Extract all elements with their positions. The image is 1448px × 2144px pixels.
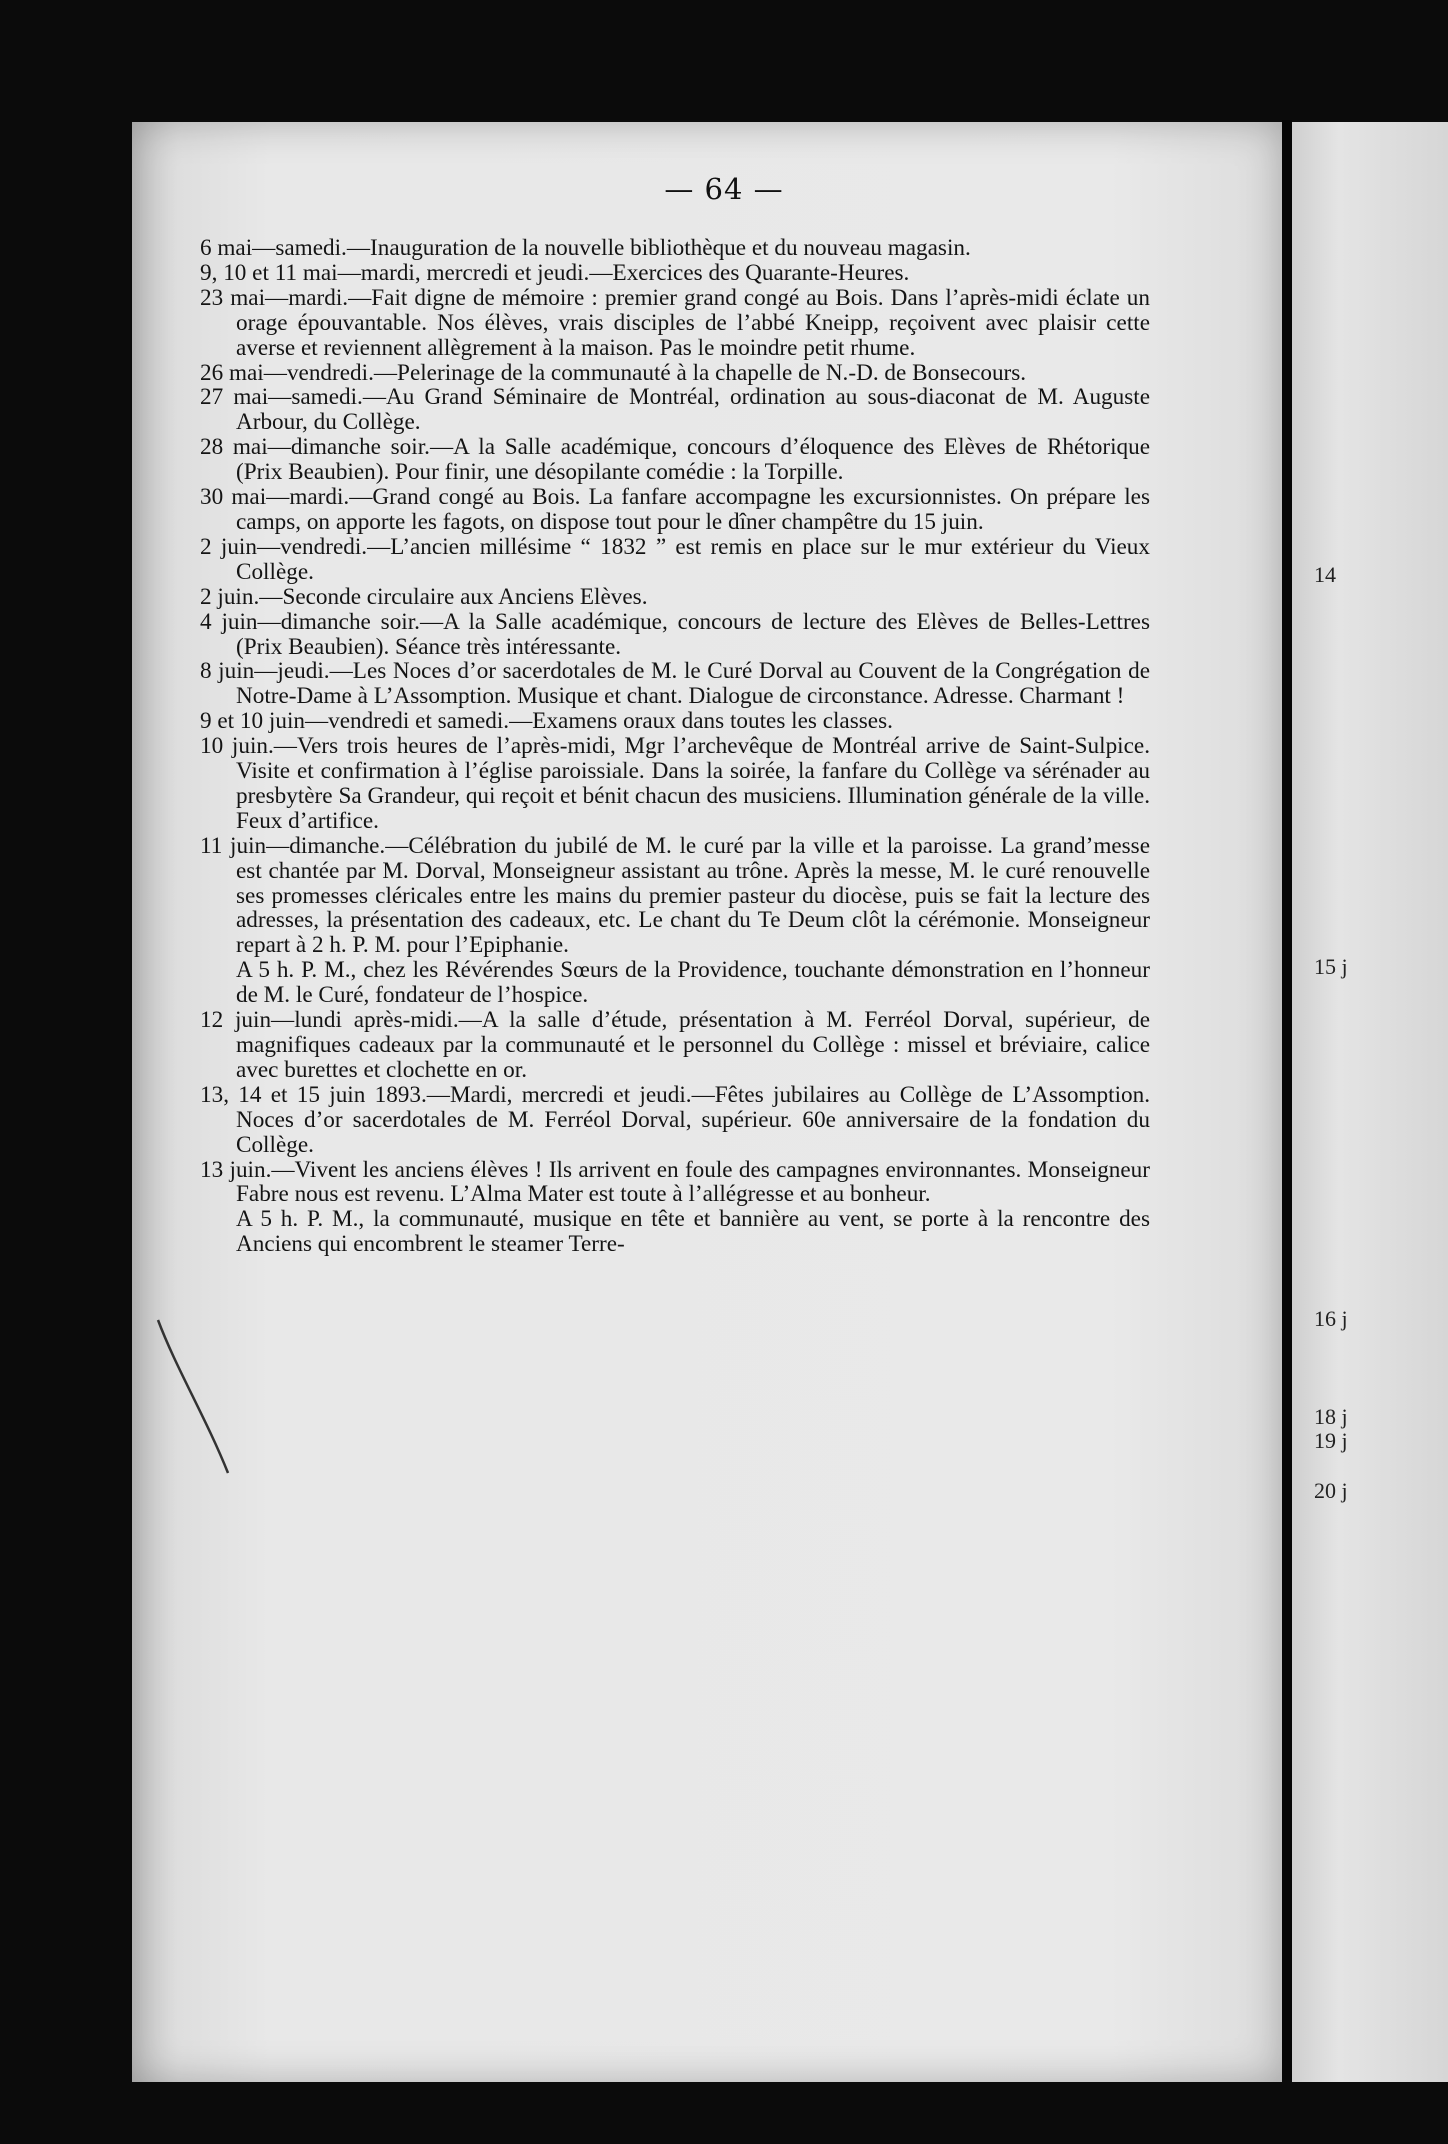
- chronicle-text: [200, 236, 1150, 1257]
- chronicle-paragraph: A 5 h. P. M., chez les Révérendes Sœurs de la Providence, touchante démonstration en l’honneur de M. le Curé, fondateur de l’hospice.: [236, 957, 1150, 1009]
- chronicle-entry: 10 juin.—Vers trois heures de l’après-midi, Mgr l’archevêque de Montréal arrive de Saint-Sulpice. Visite et confirmation à l’église paroissiale. Dans la soirée, la fanfare du Collège va sérénader au presbytère Sa Grandeur, qui reçoit et bénit chacun des musiciens. Illumination générale de la ville. Feux d’artifice.: [200, 733, 1150, 834]
- chronicle-entry: 23 mai—mardi.—Fait digne de mémoire : premier grand congé au Bois. Dans l’après-midi éclate un orage épouvantable. Nos élèves, vrais disciples de l’abbé Kneipp, reçoivent avec plaisir cette averse et reviennent allègrement à la maison. Pas le moindre petit rhume.: [200, 284, 1150, 361]
- chronicle-entry: 13, 14 et 15 juin 1893.—Mardi, mercredi et jeudi.—Fêtes jubilaires au Collège de L’Assomption. Noces d’or sacerdotales de M. Ferréol Dorval, supérieur. 60e anniversaire de la fondation du Collège.: [200, 1081, 1150, 1158]
- margin-date: 14: [1314, 562, 1336, 587]
- chronicle-entry: 2 juin.—Seconde circulaire aux Anciens Elèves.: [200, 583, 648, 610]
- chronicle-entry: 27 mai—samedi.—Au Grand Séminaire de Montréal, ordination au sous-diaconat de M. Auguste Arbour, du Collège.: [200, 384, 1150, 436]
- chronicle-entry: 13 juin.—Vivent les anciens élèves ! Ils arrivent en foule des campagnes environnantes. Monseigneur Fabre nous est revenu. L’Alma Mater est toute à l’allégresse et au bonheur.: [200, 1156, 1150, 1208]
- margin-date: 18 j: [1314, 1404, 1348, 1429]
- chronicle-entry: 4 juin—dimanche soir.—A la Salle académique, concours de lecture des Elèves de Belles-Lettres (Prix Beaubien). Séance très intéressante.: [200, 608, 1150, 660]
- chronicle-entry: 8 juin—jeudi.—Les Noces d’or sacerdotales de M. le Curé Dorval au Couvent de la Congrégation de Notre-Dame à L’Assomption. Musique et chant. Dialogue de circonstance. Adresse. Charmant !: [200, 658, 1150, 710]
- chronicle-paragraph: A 5 h. P. M., la communauté, musique en tête et bannière au vent, se porte à la rencontre des Anciens qui encombrent le steamer Terre-: [236, 1206, 1150, 1258]
- chronicle-entry: 9, 10 et 11 mai—mardi, mercredi et jeudi.—Exercices des Quarante-Heures.: [200, 259, 910, 286]
- chronicle-entry: 12 juin—lundi après-midi.—A la salle d’étude, présentation à M. Ferréol Dorval, supérieur, de magnifiques cadeaux par la communauté et le personnel du Collège : missel et bréviaire, calice avec burettes et clochette en or.: [200, 1007, 1150, 1083]
- chronicle-entry: 28 mai—dimanche soir.—A la Salle académique, concours d’éloquence des Elèves de Rhétorique (Prix Beaubien). Pour finir, une désopilante comédie : la Torpille.: [200, 434, 1150, 486]
- chronicle-entry: 6 mai—samedi.—Inauguration de la nouvelle bibliothèque et du nouveau magasin.: [200, 235, 971, 261]
- page-number: — 64 —: [664, 172, 784, 206]
- margin-date: 15 j: [1314, 954, 1348, 979]
- chronicle-entry: 2 juin—vendredi.—L’ancien millésime “ 1832 ” est remis en place sur le mur extérieur du Vieux Collège.: [200, 533, 1150, 585]
- pencil-mark: [156, 1318, 236, 1478]
- page-gutter: [1282, 120, 1292, 2080]
- margin-date: 16 j: [1314, 1306, 1348, 1331]
- chronicle-entry: 26 mai—vendredi.—Pelerinage de la communauté à la chapelle de N.-D. de Bonsecours.: [200, 359, 1027, 386]
- margin-date: 20 j: [1314, 1478, 1348, 1503]
- chronicle-entry: 9 et 10 juin—vendredi et samedi.—Examens oraux dans toutes les classes.: [200, 708, 893, 735]
- facing-page-edge: [1292, 122, 1448, 2082]
- chronicle-entry: 30 mai—mardi.—Grand congé au Bois. La fanfare accompagne les excursionnistes. On prépare les camps, on apporte les fagots, on dispose tout pour le dîner champêtre du 15 juin.: [200, 484, 1150, 535]
- margin-date: 19 j: [1314, 1428, 1348, 1453]
- chronicle-entry: 11 juin—dimanche.—Célébration du jubilé de M. le curé par la ville et la paroisse. La grand’messe est chantée par M. Dorval, Monseigneur assistant au trône. Après la messe, M. le curé renouvelle ses promesses cléricales entre les mains du premier pasteur du diocèse, puis se fait la lecture des adresses, la présentation des cadeaux, etc. Le chant du Te Deum clôt la cérémonie. Monseigneur repart à 2 h. P. M. pour l’Epiphanie.: [200, 832, 1150, 959]
